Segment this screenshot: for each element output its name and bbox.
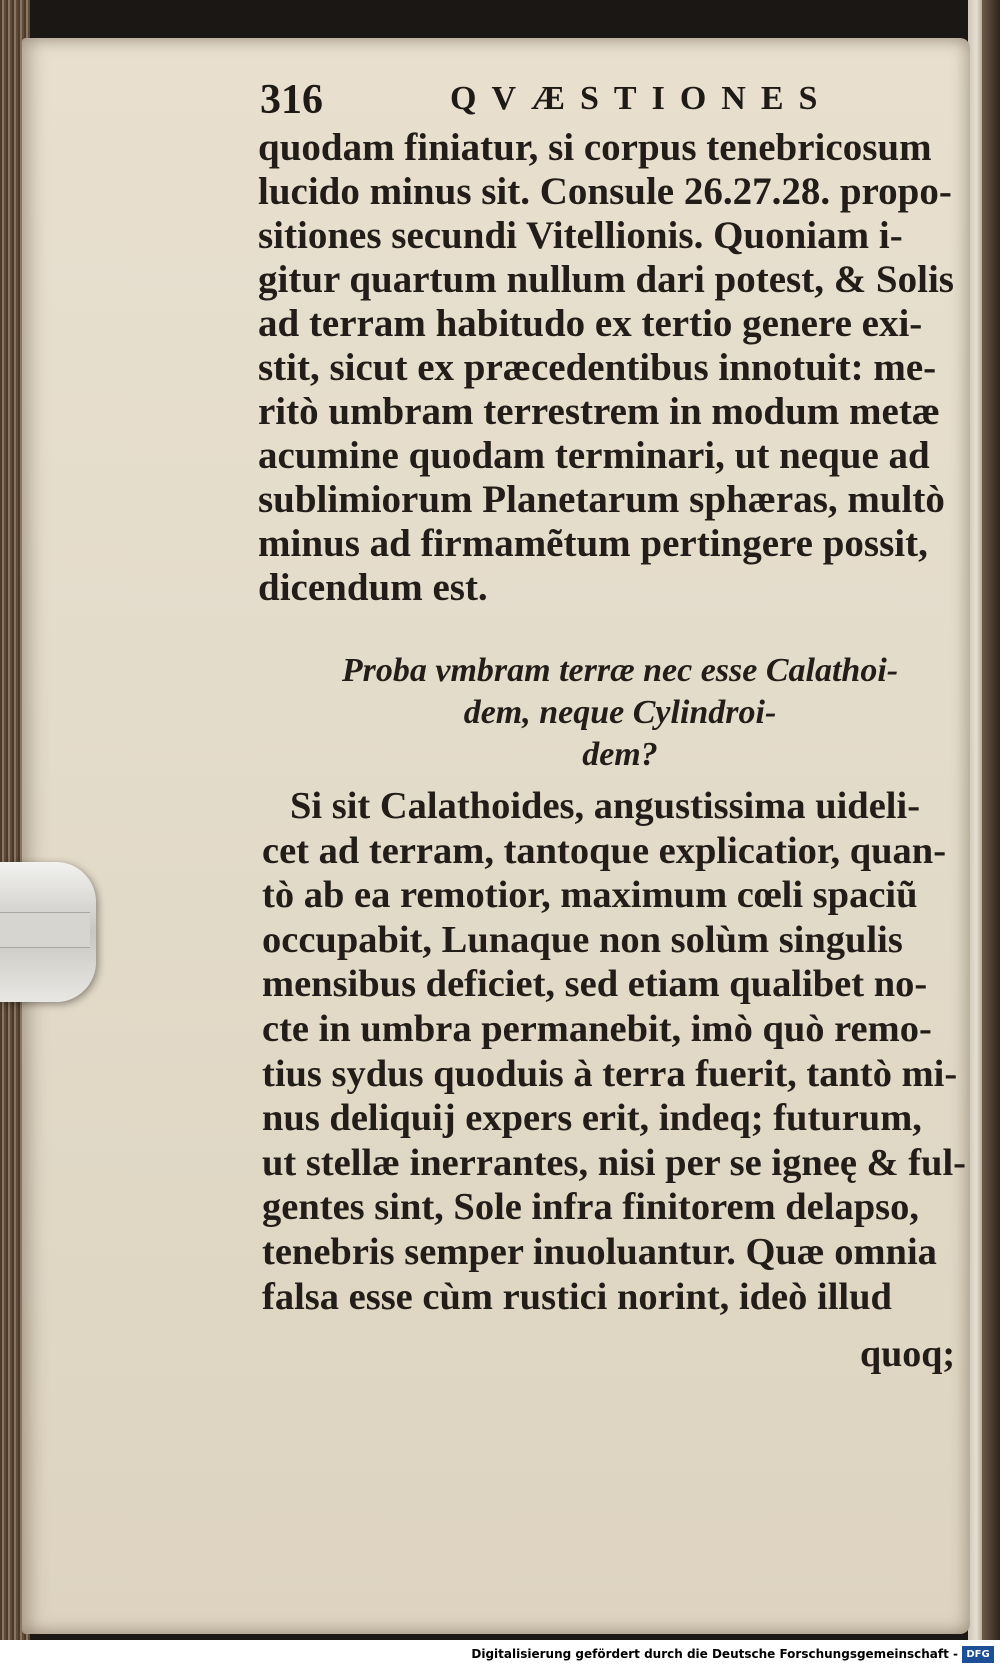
text-line: occupabit, Lunaque non solùm singulis <box>262 918 903 961</box>
text-line: sitiones secundi Vitellionis. Quoniam i- <box>258 214 903 257</box>
text-line: gentes sint, Sole infra finitorem delapso, <box>262 1186 919 1229</box>
funding-credit: Digitalisierung gefördert durch die Deutsche Forschungsgemeinschaft - <box>471 1647 958 1661</box>
text-line: acumine quodam terminari, ut neque ad <box>258 434 930 477</box>
heading-line: dem? <box>582 736 658 773</box>
text-line: quodam finiatur, si corpus tenebricosum <box>258 126 932 169</box>
text-line: ut stellæ inerrantes, nisi per se igneę & ful- <box>262 1141 966 1184</box>
book-spine <box>982 0 1000 1640</box>
text-line: tenebris semper inuoluantur. Quæ omnia <box>262 1230 937 1273</box>
catchword: quoq; <box>860 1333 956 1375</box>
text-line: tò ab ea remotior, maximum cœli spaciũ <box>262 874 918 917</box>
text-line: mensibus deficiet, sed etiam qualibet no- <box>262 963 928 1006</box>
dfg-logo-icon: DFG <box>962 1646 994 1663</box>
text-line: dicendum est. <box>258 566 488 609</box>
text-line: nus deliquij expers erit, indeq; futurum, <box>262 1097 922 1140</box>
text-line: Si sit Calathoides, angustissima uideli- <box>290 785 921 827</box>
page-number: 316 <box>260 77 323 123</box>
text-line: falsa esse cùm rustici norint, ideò illud <box>262 1275 892 1318</box>
text-line: gitur quartum nullum dari potest, & Solis <box>258 258 954 301</box>
clip-band <box>0 912 90 948</box>
text-line: stit, sicut ex præcedentibus innotuit: me- <box>258 346 937 389</box>
heading-line: dem, neque Cylindroi- <box>463 694 777 731</box>
text-line: cte in umbra permanebit, imò quò remo- <box>262 1007 932 1050</box>
page-clip <box>0 862 96 1002</box>
text-line: ad terram habitudo ex tertio genere exi- <box>258 302 923 345</box>
text-line: ritò umbram terrestrem in modum metæ <box>258 390 940 433</box>
body-text-2 <box>262 784 970 1319</box>
text-line: cet ad terram, tantoque explicatior, quan- <box>262 829 947 872</box>
body-text <box>258 126 958 610</box>
footer-bar <box>0 1640 1000 1671</box>
text-line: tius sydus quoduis à terra fuerit, tantò mi- <box>262 1052 958 1095</box>
next-page-edge <box>968 0 982 1640</box>
text-line: lucido minus sit. Consule 26.27.28. propo- <box>258 170 952 213</box>
section-heading <box>300 650 940 776</box>
heading-line: Proba vmbram terræ nec esse Calathoi- <box>341 652 899 689</box>
text-line: minus ad firmamẽtum pertingere possit, <box>258 522 928 565</box>
page-header <box>260 76 920 126</box>
running-title: QVÆSTIONES <box>450 80 833 117</box>
text-line: sublimiorum Planetarum sphæras, multò <box>258 478 945 521</box>
